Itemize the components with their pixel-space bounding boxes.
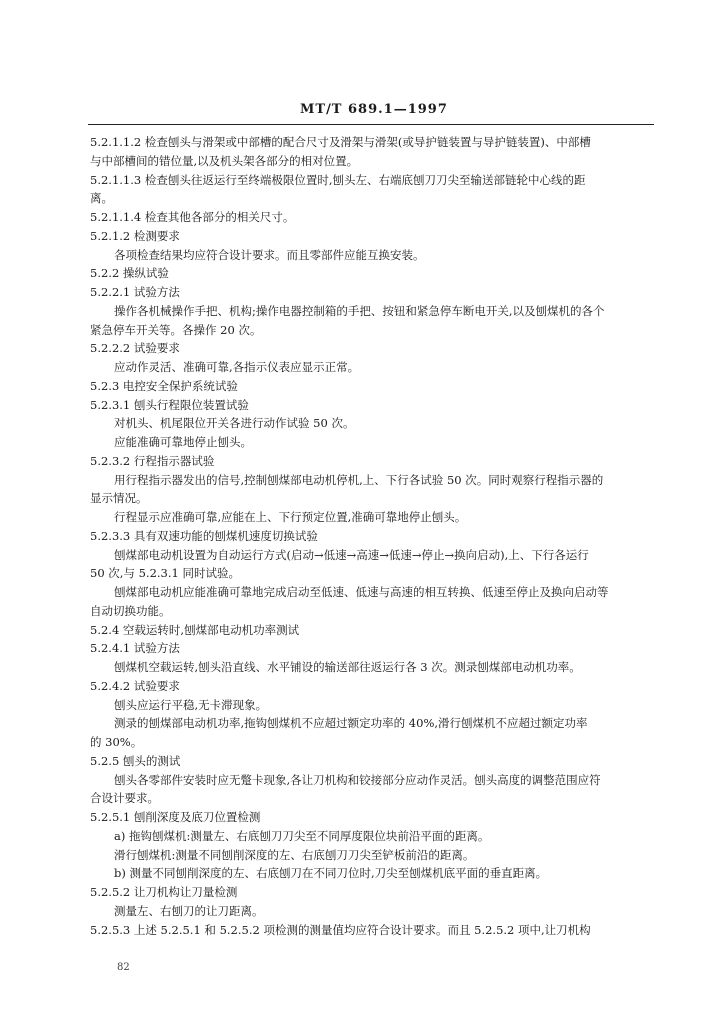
text-line: 5.2.5.1 刨削深度及底刀位置检测 (90, 810, 261, 824)
text-line: 5.2.2 操纵试验 (90, 266, 169, 281)
text-line: 刨头应运行平稳,无卡滞现象。 (114, 697, 268, 712)
text-line: 对机头、机尾限位开关各进行动作试验 50 次。 (114, 416, 355, 431)
text-line: 的 30%。 (90, 735, 143, 749)
text-line: 刨煤机空载运转,刨头沿直线、水平铺设的输送部往返运行各 3 次。测录刨煤部电动机功率。 (114, 660, 581, 674)
text-line: 应能准确可靠地停止刨头。 (114, 435, 252, 449)
text-line: 紧急停车开关等。各操作 20 次。 (90, 322, 262, 337)
text-line: 50 次,与 5.2.3.1 同时试验。 (90, 566, 240, 581)
text-line: 操作各机械操作手把、机构;操作电器控制箱的手把、按钮和紧急停车断电开关,以及刨煤机的各个 (114, 303, 605, 318)
text-line: a) 拖钩刨煤机:测量左、右底刨刀刀尖至不同厚度限位块前沿平面的距离。 (114, 828, 490, 843)
text-line: 5.2.1.1.2 检查刨头与滑架或中部槽的配合尺寸及滑架与滑架(或导护链装置与导护链装置)、中部槽 (90, 135, 591, 149)
text-line: 5.2.3.1 刨头行程限位装置试验 (90, 397, 249, 412)
text-line: 测量左、右刨刀的让刀距离。 (114, 903, 264, 918)
text-line: 行程显示应准确可靠,应能在上、下行预定位置,准确可靠地停止刨头。 (114, 510, 467, 524)
text-line: 滑行刨煤机:测量不同刨削深度的左、右底刨刀刀尖至铲板前沿的距离。 (114, 847, 475, 862)
text-line: 各项检查结果均应符合设计要求。而且零部件应能互换安装。 (114, 247, 425, 262)
text-line: b) 测量不同刨削深度的左、右底刨刀在不同刀位时,刀尖至刨煤机底平面的垂直距离。 (114, 866, 548, 881)
text-line: 刨头各零部件安装时应无蹩卡现象,各让刀机构和铰接部分应动作灵活。刨头高度的调整范围应符 (114, 772, 601, 787)
header-rule (88, 124, 654, 125)
standard-number-header: MT/T 689.1—1997 (300, 102, 448, 117)
text-line: 刨煤部电动机设置为自动运行方式(启动→低速→高速→低速→停止→换向启动),上、下行各运行 (114, 547, 589, 562)
text-line: 5.2.1.1.3 检查刨头往返运行至终端极限位置时,刨头左、右端底刨刀刀尖至输送部链轮中心线的距 (90, 172, 586, 187)
text-line: 5.2.2.2 试验要求 (90, 341, 180, 356)
text-line: 5.2.4 空载运转时,刨煤部电动机功率测试 (90, 622, 300, 637)
text-line: 5.2.5.2 让刀机构让刀量检测 (90, 885, 238, 899)
text-line: 5.2.3.3 具有双速功能的刨煤机速度切换试验 (90, 528, 318, 543)
text-line: 5.2.5 刨头的测试 (90, 753, 181, 768)
text-line: 5.2.4.2 试验要求 (90, 678, 180, 693)
text-line: 应动作灵活、准确可靠,各指示仪表应显示正常。 (114, 360, 360, 374)
text-line: 显示情况。 (90, 491, 148, 506)
text-line: 5.2.1.1.4 检查其他各部分的相关尺寸。 (90, 210, 295, 224)
text-line: 5.2.1.2 检测要求 (90, 228, 180, 243)
text-line: 合设计要求。 (90, 791, 159, 806)
text-line: 5.2.5.3 上述 5.2.5.1 和 5.2.5.2 项检测的测量值均应符合设计要求。而且 5.2.5.2 项中,让刀机构 (90, 922, 591, 937)
text-line: 与中部槽间的错位量,以及机头架各部分的相对位置。 (90, 153, 359, 168)
text-line: 用行程指示器发出的信号,控制刨煤部电动机停机,上、下行各试验 50 次。同时观察行程指示器的 (114, 472, 604, 487)
text-line: 5.2.2.1 试验方法 (90, 285, 180, 299)
text-line: 自动切换功能。 (90, 603, 171, 618)
document-body (90, 133, 656, 939)
page-number: 82 (117, 962, 130, 973)
text-line: 刨煤部电动机应能准确可靠地完成启动至低速、低速与高速的相互转换、低速至停止及换向启动等 (114, 585, 609, 599)
text-line: 离。 (90, 191, 113, 206)
text-line: 5.2.3 电控安全保护系统试验 (90, 378, 238, 393)
text-line: 5.2.4.1 试验方法 (90, 641, 180, 656)
text-line: 5.2.3.2 行程指示器试验 (90, 453, 215, 468)
text-line: 测录的刨煤部电动机功率,拖钩刨煤机不应超过额定功率的 40%,滑行刨煤机不应超过额定功率 (114, 716, 588, 731)
